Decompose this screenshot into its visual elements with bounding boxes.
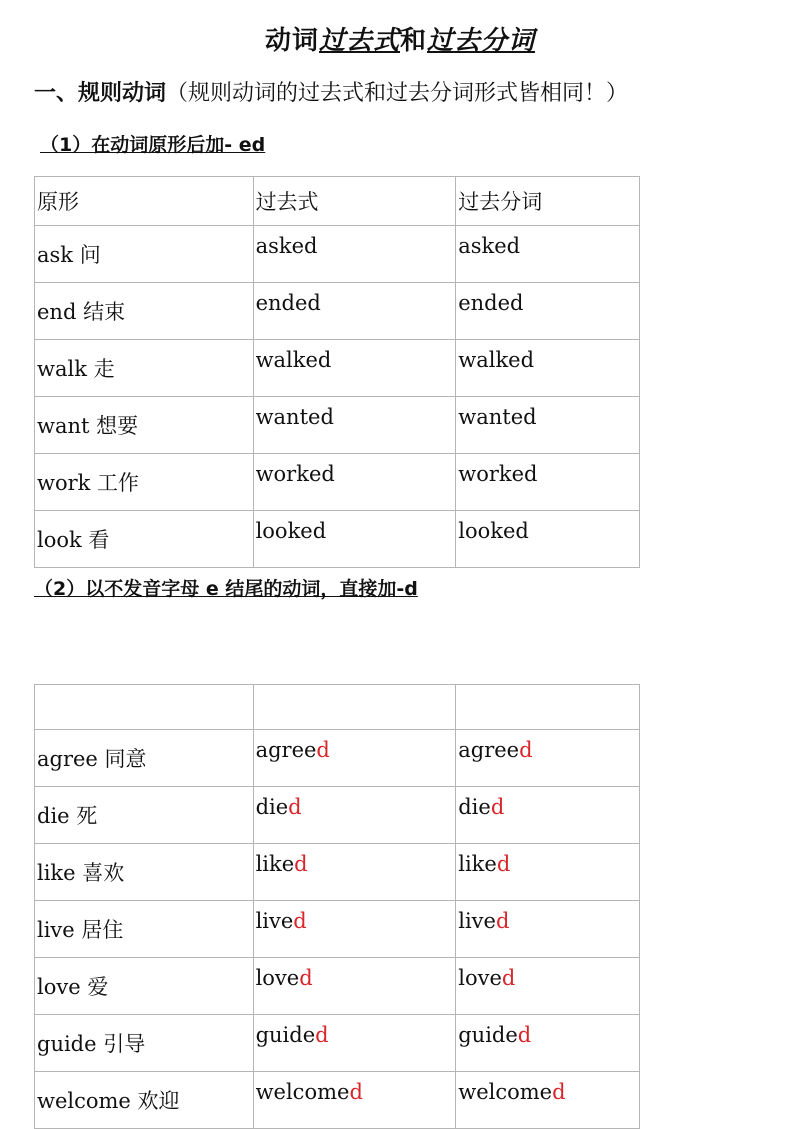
subsection-heading-add-ed: （1）在动词原形后加- ed [40, 134, 266, 156]
stem-text: live [458, 909, 496, 933]
header-blank-1 [35, 685, 254, 730]
stem-text: agree [458, 738, 520, 762]
past-participle-cell: wanted [456, 397, 640, 454]
suffix-text: d [349, 1080, 363, 1104]
table-row [35, 226, 640, 283]
past-participle-cell [456, 844, 640, 901]
table-row [35, 397, 640, 454]
base-form-cell: look 看 [35, 511, 254, 568]
header-past-tense: 过去式 [253, 177, 456, 226]
stem-text: die [458, 795, 491, 819]
past-tense-cell [253, 901, 456, 958]
base-form-cell: guide 引导 [35, 1015, 254, 1072]
table-row [35, 283, 640, 340]
page-title [0, 20, 800, 57]
stem-text: like [255, 852, 295, 876]
base-form-cell: love 爱 [35, 958, 254, 1015]
table-row [35, 958, 640, 1015]
past-participle-cell: walked [456, 340, 640, 397]
past-participle-cell [456, 1072, 640, 1129]
table-row [35, 1015, 640, 1072]
base-form-cell: welcome 欢迎 [35, 1072, 254, 1129]
title-part-past: 过去式 [318, 26, 400, 56]
past-tense-cell: looked [253, 511, 456, 568]
past-tense-cell: worked [253, 454, 456, 511]
suffix-text: d [495, 909, 510, 933]
section-heading-note: （规则动词的过去式和过去分词形式皆相同！） [166, 81, 629, 106]
base-form-cell: walk 走 [35, 340, 254, 397]
stem-text: guide [255, 1023, 316, 1047]
header-past-participle: 过去分词 [456, 177, 640, 226]
base-form-cell: live 居住 [35, 901, 254, 958]
stem-text: like [458, 852, 497, 876]
header-base-form: 原形 [35, 177, 254, 226]
base-form-cell: die 死 [35, 787, 254, 844]
suffix-text: d [299, 966, 313, 990]
subsection-heading-add-d: （2）以不发音字母 e 结尾的动词，直接加-d [34, 578, 418, 600]
past-tense-cell [253, 1015, 456, 1072]
past-participle-cell: looked [456, 511, 640, 568]
suffix-text: d [288, 795, 302, 819]
past-tense-cell: asked [253, 226, 456, 283]
past-tense-cell [253, 1072, 456, 1129]
header-blank-2 [253, 685, 456, 730]
suffix-text: d [496, 852, 511, 876]
past-tense-cell [253, 787, 456, 844]
table-row [35, 901, 640, 958]
stem-text: love [255, 966, 300, 990]
stem-text: welcome [255, 1080, 350, 1104]
section-heading-regular-verbs [34, 76, 628, 107]
suffix-text: d [294, 852, 308, 876]
suffix-text: d [315, 1023, 329, 1047]
suffix-text: d [519, 738, 533, 762]
table-row [35, 1072, 640, 1129]
title-part-verb: 动词 [264, 26, 319, 56]
table-row [35, 730, 640, 787]
suffix-text: d [293, 909, 307, 933]
suffix-text: d [316, 738, 330, 762]
header-blank-3 [456, 685, 640, 730]
table-row [35, 454, 640, 511]
suffix-text: d [517, 1023, 532, 1047]
table-row [35, 844, 640, 901]
table-add-ed [34, 176, 640, 568]
past-participle-cell: worked [456, 454, 640, 511]
past-participle-cell [456, 730, 640, 787]
base-form-cell: end 结束 [35, 283, 254, 340]
past-participle-cell [456, 901, 640, 958]
past-participle-cell [456, 1015, 640, 1072]
stem-text: agree [255, 738, 317, 762]
table-header-row [35, 177, 640, 226]
base-form-cell: ask 问 [35, 226, 254, 283]
table-add-d [34, 684, 640, 1129]
past-participle-cell: ended [456, 283, 640, 340]
stem-text: die [255, 795, 289, 819]
title-part-and: 和 [400, 26, 428, 56]
table-header-row [35, 685, 640, 730]
suffix-text: d [490, 795, 505, 819]
past-tense-cell: ended [253, 283, 456, 340]
past-participle-cell [456, 958, 640, 1015]
table-row [35, 340, 640, 397]
stem-text: welcome [458, 1080, 553, 1104]
past-participle-cell [456, 787, 640, 844]
title-part-participle: 过去分词 [427, 26, 536, 56]
base-form-cell: want 想要 [35, 397, 254, 454]
suffix-text: d [501, 966, 516, 990]
past-tense-cell: wanted [253, 397, 456, 454]
past-tense-cell [253, 844, 456, 901]
base-form-cell: like 喜欢 [35, 844, 254, 901]
past-tense-cell [253, 730, 456, 787]
past-tense-cell: walked [253, 340, 456, 397]
past-tense-cell [253, 958, 456, 1015]
stem-text: love [458, 966, 502, 990]
stem-text: guide [458, 1023, 518, 1047]
table-row [35, 787, 640, 844]
stem-text: live [255, 909, 294, 933]
table-row [35, 511, 640, 568]
section-heading-label: 一、规则动词 [34, 81, 167, 106]
suffix-text: d [552, 1080, 566, 1104]
base-form-cell: agree 同意 [35, 730, 254, 787]
past-participle-cell: asked [456, 226, 640, 283]
base-form-cell: work 工作 [35, 454, 254, 511]
